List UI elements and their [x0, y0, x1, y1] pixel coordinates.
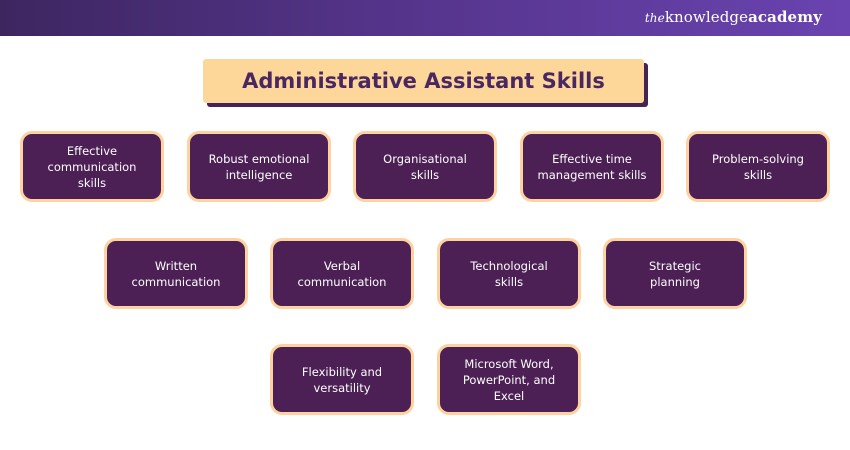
skill-card-effective-communication: Effective communication skills	[20, 131, 164, 202]
skill-card-flexibility: Flexibility and versatility	[270, 344, 414, 415]
skill-card-verbal-communication: Verbal communication	[270, 238, 414, 309]
skill-card-organisational: Organisational skills	[353, 131, 497, 202]
skill-card-written-communication: Written communication	[104, 238, 248, 309]
skill-card-strategic-planning: Strategic planning	[603, 238, 747, 309]
diagram-title: Administrative Assistant Skills	[203, 59, 644, 103]
logo-the: the	[644, 11, 665, 25]
logo-academy: academy	[748, 8, 822, 26]
skill-card-problem-solving: Problem-solving skills	[686, 131, 830, 202]
skill-card-emotional-intelligence: Robust emotional intelligence	[187, 131, 331, 202]
brand-logo	[645, 8, 822, 26]
header-bar	[0, 0, 850, 36]
skill-card-time-management: Effective time management skills	[520, 131, 664, 202]
skill-card-microsoft-office: Microsoft Word, PowerPoint, and Excel	[437, 344, 581, 415]
skill-card-technological: Technological skills	[437, 238, 581, 309]
logo-knowledge: knowledge	[664, 8, 749, 26]
